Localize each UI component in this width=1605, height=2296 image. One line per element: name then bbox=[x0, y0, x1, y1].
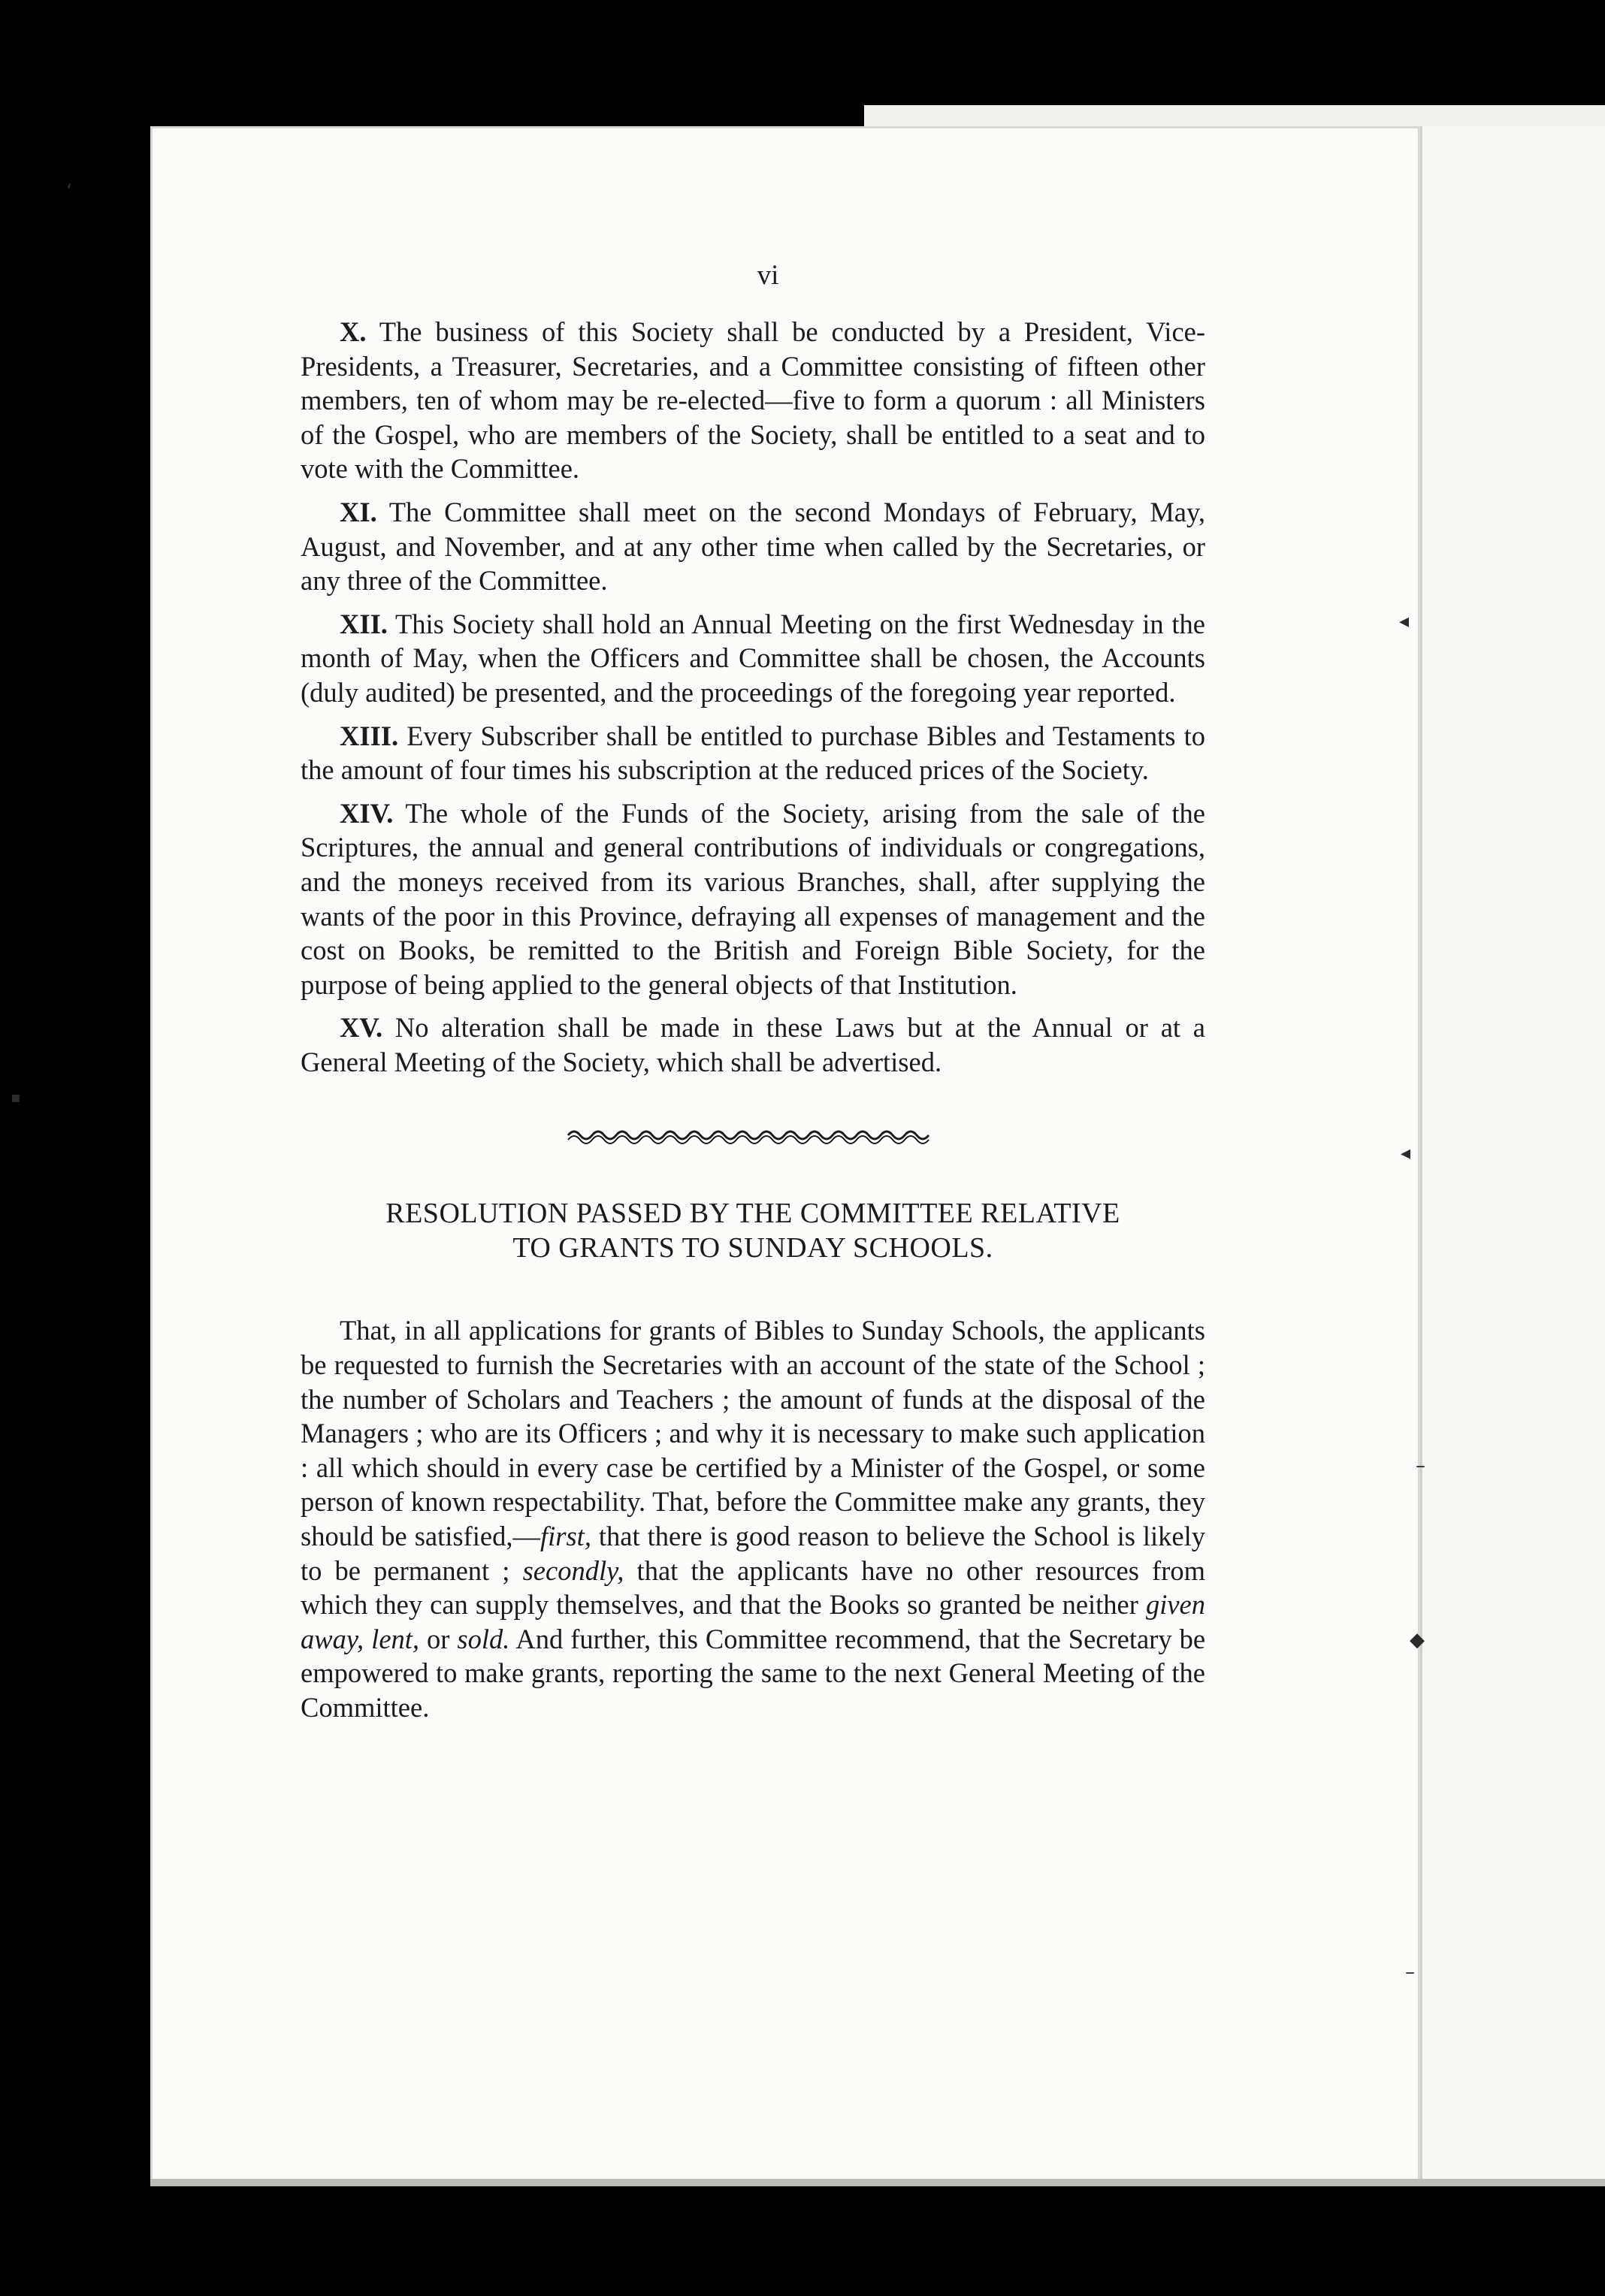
margin-speck: ◂ bbox=[1399, 610, 1410, 633]
article-text: This Society shall hold an Annual Meeting on the first Wednesday in the month of May, when the Officers and Committee shall be chosen, the Accounts (duly audited) be presented, and the proceedings of the foregoing year reported. bbox=[301, 608, 1205, 708]
wavy-rule-icon bbox=[565, 1125, 941, 1147]
margin-speck: ▪ bbox=[11, 1088, 21, 1106]
article-xiii bbox=[301, 719, 1205, 787]
article-xiv bbox=[301, 796, 1205, 1002]
page-text bbox=[301, 259, 1205, 1725]
resolution-emphasis: sold. bbox=[457, 1623, 510, 1654]
resolution-text: That, in all applications for grants of Bibles to Sunday Schools, the applicants be requested to furnish the Secretaries with an account of the state of the School ; the number of Scholars and Teachers ; the amount of funds at the disposal of the Managers ; who are its Officers ; and why it is necessary to make such application : all which should in every case be certified by a Minister of the Gospel, or some person of known respectability. That, before the Committee make any grants, they should be satisfied,— bbox=[301, 1315, 1205, 1552]
facing-page-edge bbox=[1422, 126, 1605, 2182]
resolution-emphasis: first, bbox=[540, 1521, 591, 1552]
article-xi bbox=[301, 495, 1205, 598]
margin-speck: ʻ bbox=[66, 180, 73, 203]
resolution-emphasis: given away, bbox=[301, 1589, 1205, 1654]
resolution-text: And further, this Committee recommend, that the Secretary be empowered to make grants, reporting the same to the next General Meeting of the Committee. bbox=[301, 1623, 1206, 1723]
page-number: vi bbox=[757, 260, 779, 291]
ornamental-rule bbox=[301, 1121, 1205, 1156]
margin-speck: – bbox=[1405, 1961, 1415, 1983]
resolution-text: or bbox=[419, 1623, 458, 1654]
heading-line: TO GRANTS TO SUNDAY SCHOOLS. bbox=[512, 1232, 993, 1264]
margin-speck: ◂ bbox=[1401, 1142, 1411, 1165]
scan-bottom-edge bbox=[150, 2179, 1605, 2186]
article-xii bbox=[301, 607, 1205, 710]
resolution-emphasis: lent, bbox=[371, 1623, 420, 1654]
heading-line: RESOLUTION PASSED BY THE COMMITTEE RELATIVE bbox=[385, 1198, 1120, 1230]
article-text: No alteration shall be made in these Laws but at the Annual or at a General Meeting of the Society, which shall be advertised. bbox=[301, 1012, 1206, 1077]
article-text: The whole of the Funds of the Society, arising from the sale of the Scriptures, the annual and general contributions of individuals or congregations, and the moneys received from its various Branches, shall, after supplying the wants of the poor in this Province, defraying all expenses of management and the cost on Books, be remitted to the British and Foreign Bible Society, for the purpose of being applied to the general objects of that Institution. bbox=[301, 797, 1206, 1000]
article-text: The business of this Society shall be conducted by a President, Vice-Presidents, a Treasurer, Secretaries, and a Committee consisting of fifteen other members, ten of whom may be re-elected—five to form a quorum : all Ministers of the Gospel, who are members of the Society, shall be entitled to a seat and to vote with the Committee. bbox=[301, 316, 1205, 485]
scan-top-edge bbox=[864, 105, 1605, 128]
margin-speck: ◆ bbox=[1410, 1629, 1425, 1651]
resolution-paragraph bbox=[301, 1313, 1205, 1724]
resolution-text: that there is good reason to believe the School is likely to be permanent ; bbox=[301, 1521, 1205, 1586]
resolution-heading bbox=[301, 1196, 1205, 1265]
resolution-text: that the applicants have no other resources from which they can supply themselves, and that the Books so granted be neither bbox=[301, 1554, 1205, 1621]
article-number: X. bbox=[340, 316, 367, 347]
article-number: XIII. bbox=[340, 720, 399, 751]
article-text: Every Subscriber shall be entitled to purchase Bibles and Testaments to the amount of four times his subscription at the reduced prices of the Society. bbox=[301, 720, 1206, 786]
article-text: The Committee shall meet on the second Mondays of February, May, August, and November, and at any other time when called by the Secretaries, or any three of the Committee. bbox=[301, 496, 1205, 597]
margin-speck: – bbox=[1416, 1455, 1425, 1477]
resolution-text bbox=[364, 1624, 371, 1654]
article-xv bbox=[301, 1011, 1205, 1079]
resolution-emphasis: secondly, bbox=[522, 1554, 624, 1586]
article-x bbox=[301, 315, 1205, 486]
article-number: XI. bbox=[340, 496, 377, 527]
article-number: XIV. bbox=[340, 797, 394, 829]
article-number: XV. bbox=[340, 1012, 383, 1044]
article-number: XII. bbox=[340, 608, 388, 639]
